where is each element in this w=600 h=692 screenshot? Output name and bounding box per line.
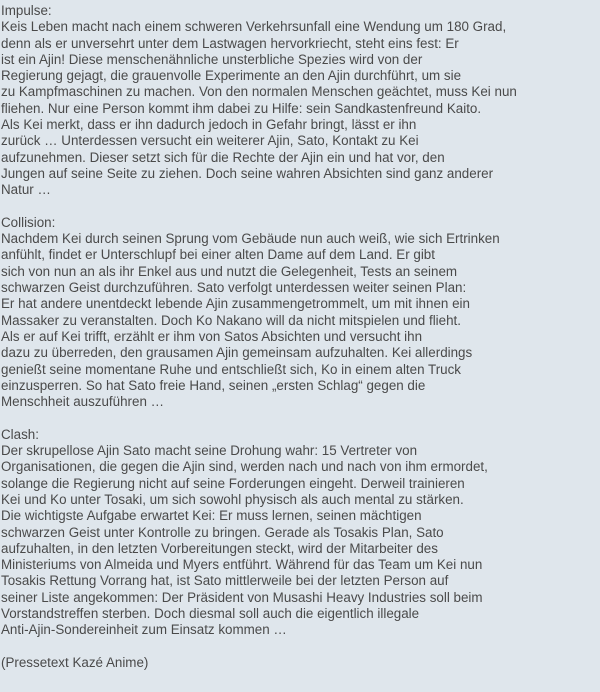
- text-line: Vorstandstreffen sterben. Doch diesmal soll auch die eigentlich illegale: [1, 605, 420, 621]
- text-line: Er hat andere unentdeckt lebende Ajin zusammengetrommelt, um mit ihnen ein: [1, 296, 470, 312]
- section-heading: Clash:: [1, 426, 39, 442]
- text-line: sich von nun an als ihr Enkel aus und nutzt die Gelegenheit, Tests an seinem: [1, 263, 458, 279]
- text-line: Jungen auf seine Seite zu ziehen. Doch seine wahren Absichten sind ganz anderer: [1, 165, 494, 181]
- text-line: Kei und Ko unter Tosaki, um sich sowohl physisch als auch mental zu stärken.: [1, 491, 464, 507]
- paragraph-spacer: [1, 410, 600, 426]
- section-heading: Impulse:: [1, 3, 52, 18]
- text-line: Organisationen, die gegen die Ajin sind, werden nach und nach von ihm ermordet,: [1, 459, 488, 475]
- section-heading: Collision:: [1, 214, 56, 230]
- text-line: zu Kampfmaschinen zu machen. Von den normalen Menschen geächtet, muss Kei nun: [1, 84, 517, 100]
- text-line: Als er auf Kei trifft, erzählt er ihm von Satos Absichten und versucht ihn: [1, 328, 423, 344]
- text-line: solange die Regierung nicht auf seine Forderungen eingeht. Derweil trainieren: [1, 475, 465, 491]
- text-line: Regierung gejagt, die grauenvolle Experimente an den Ajin durchführt, um sie: [1, 68, 462, 84]
- text-line: Menschheit auszuführen …: [1, 394, 165, 410]
- text-line: ist ein Ajin! Diese menschenähnliche unsterbliche Spezies wird von der: [1, 51, 423, 67]
- text-line: Massaker zu veranstalten. Doch Ko Nakano will da nicht mitspielen und flieht.: [1, 312, 461, 328]
- text-line: Die wichtigste Aufgabe erwartet Kei: Er muss lernen, seinen mächtigen: [1, 508, 422, 524]
- text-line: Tosakis Rettung Vorrang hat, ist Sato mittlerweile bei der letzten Person auf: [1, 573, 449, 589]
- text-line: Als Kei merkt, dass er ihn dadurch jedoch in Gefahr bringt, lässt er ihn: [1, 117, 417, 133]
- section-impulse: [1, 3, 600, 199]
- paragraph-spacer: [1, 199, 600, 215]
- text-line: zurück … Unterdessen versucht ein weiterer Ajin, Sato, Kontakt zu Kei: [1, 133, 419, 149]
- text-line: anfühlt, findet er Unterschlupf bei einer alten Dame auf dem Land. Er gibt: [1, 247, 435, 263]
- text-line: Der skrupellose Ajin Sato macht seine Drohung wahr: 15 Vertreter von: [1, 443, 418, 459]
- text-line: schwarzen Geist durchzuführen. Sato verfolgt unterdessen weiter seinen Plan:: [1, 280, 467, 296]
- text-line: Anti-Ajin-Sondereinheit zum Einsatz kommen …: [1, 622, 287, 638]
- section-clash: [1, 427, 600, 639]
- text-line: aufzuhalten, in den letzten Vorbereitungen steckt, wird der Mitarbeiter des: [1, 540, 438, 556]
- paragraph-spacer: [1, 639, 600, 655]
- text-line: fliehen. Nur eine Person kommt ihm dabei zu Hilfe: sein Sandkastenfreund Kaito.: [1, 100, 482, 116]
- text-line: Natur …: [1, 182, 51, 198]
- text-line: dazu zu überreden, den grausamen Ajin gemeinsam aufzuhalten. Kei allerdings: [1, 345, 473, 361]
- press-credit: (Pressetext Kazé Anime): [1, 654, 149, 670]
- text-line: Keis Leben macht nach einem schweren Verkehrsunfall eine Wendung um 180 Grad,: [1, 19, 507, 35]
- text-line: Ministeriums von Almeida und Myers entführt. Während für das Team um Kei nun: [1, 557, 483, 573]
- text-line: genießt seine momentane Ruhe und entschließt sich, Ko in einem alten Truck: [1, 361, 461, 377]
- text-line: einzusperren. So hat Sato freie Hand, seinen „ersten Schlag“ gegen die: [1, 377, 426, 393]
- section-collision: [1, 215, 600, 411]
- text-line: seiner Liste angekommen: Der Präsident von Musashi Heavy Industries soll beim: [1, 589, 483, 605]
- text-line: Nachdem Kei durch seinen Sprung vom Gebäude nun auch weiß, wie sich Ertrinken: [1, 231, 500, 247]
- text-line: denn als er unversehrt unter dem Lastwagen hervorkriecht, steht eins fest: Er: [1, 35, 459, 51]
- text-line: aufzunehmen. Dieser setzt sich für die Rechte der Ajin ein und hat vor, den: [1, 149, 445, 165]
- text-line: schwarzen Geist unter Kontrolle zu bringen. Gerade als Tosakis Plan, Sato: [1, 524, 444, 540]
